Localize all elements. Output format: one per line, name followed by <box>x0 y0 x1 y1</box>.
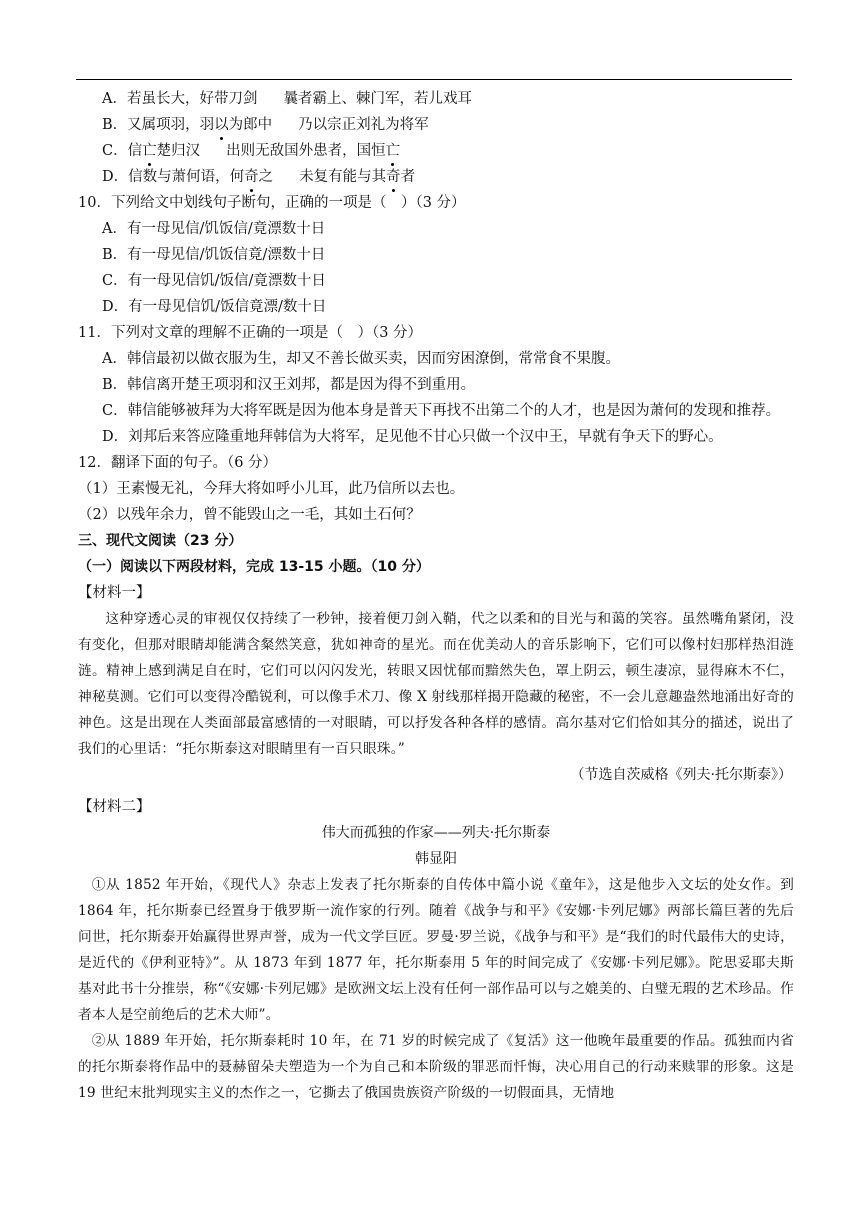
material1-text: 这种穿透心灵的审视仅仅持续了一秒钟，接着便刀剑入鞘，代之以柔和的目光与和蔼的笑容。虽然嘴角紧闭，没有变化，但那对眼睛却能满含粲然笑意，犹如神奇的星光。而在优美动人的音乐影响下，它们可以像村妇那样热泪涟涟。精神上感到满足自在时，它们可以闪闪发光，转眼又因忧郁而黯然失色，罩上阴云，顿生凄凉，显得麻木不仁，神秘莫测。它们可以变得冷酷锐利，可以像手术刀、像 X 射线那样揭开隐藏的秘密，不一会儿意趣盎然地涌出好奇的神色。这是出现在人类面部最富感情的一对眼睛，可以抒发各种各样的感情。高尔基对它们恰如其分的描述，说出了我们的心里话：“托尔斯泰这对眼睛里有一百只眼珠。” <box>78 611 794 757</box>
q12-stem: 12．翻译下面的句子。（6 分） <box>78 455 278 471</box>
q9-d-text: 之 <box>258 169 274 185</box>
material2-paragraph-1: ①从 1852 年开始，《现代人》杂志上发表了托尔斯泰的自传体中篇小说《童年》，这是他步入文坛的处女作。到 1864 年，托尔斯泰已经置身于俄罗斯一流作家的行列。随着《战争与和平》《安娜·卡列尼娜》两部长篇巨著的先后问世，托尔斯泰开始赢得世界声誉，成为一代文学巨匠。罗曼·罗兰说，《战争与和平》是“我们的时代最伟大的史诗，是近代的《伊利亚特》”。从 1873 年到 1877 年，托尔斯泰用 5 年的时间完成了《安娜·卡列尼娜》。陀思妥耶夫斯基对此书十分推崇，称“《安娜·卡列尼娜》是欧洲文坛上没有任何一部作品可以与之媲美的、白璧无瑕的艺术珍品。作者本人是空前绝后的艺术大师”。 <box>78 877 794 1023</box>
article-author: 韩显阳 <box>415 851 457 867</box>
q9-option-d <box>78 164 794 190</box>
emphasis-char: 奇 <box>244 164 259 190</box>
section-title: 三、现代文阅读（23 分） <box>78 533 243 549</box>
material2-label: 【材料二】 <box>78 799 151 815</box>
emphasis-char: 以 <box>214 112 229 138</box>
q9-d-text: D．信数与萧何语，何 <box>102 169 245 185</box>
q11-option-b: B．韩信离开楚王项羽和汉王刘邦，都是因为得不到重用。 <box>102 377 476 393</box>
article-title: 伟大而孤独的作家——列夫·托尔斯泰 <box>321 825 551 841</box>
q10-stem: 10．下列给文中划线句子断句，正确的一项是（ ）（3 分） <box>78 195 466 211</box>
q9-a-right: 曩者霸上、棘门军，若儿戏耳 <box>283 91 472 107</box>
q9-b-text: B．又属项羽，羽 <box>102 117 215 133</box>
q12-sentence-1: （1）王素慢无礼，今拜大将如呼小儿耳，此乃信所以去也。 <box>78 481 465 497</box>
header-rule <box>76 79 792 80</box>
emphasis-char: 亡 <box>142 138 157 164</box>
q10-option-d: D．有一母见信饥/饭信竟漂/数十日 <box>102 299 327 315</box>
q9-b-right: 乃以宗正刘礼为将军 <box>298 117 429 133</box>
q11-option-d: D．刘邦后来答应隆重地拜韩信为大将军，足见他不甘心只做一个汉中王，早就有争天下的野心。 <box>102 429 723 445</box>
q10-option-b: B．有一母见信/饥饭信竟/漂数十日 <box>102 247 326 263</box>
material1-source: （节选自茨威格《列夫·托尔斯泰》） <box>570 767 792 783</box>
q9-option-c <box>78 138 794 164</box>
emphasis-char: 奇 <box>386 164 401 190</box>
q9-c-text: C．信 <box>102 143 143 159</box>
q9-a-left: A．若虽长大，好带刀剑 <box>102 91 258 107</box>
q9-d-right: 未复有能与其 <box>299 169 387 185</box>
q9-c-text: 楚归汉 <box>156 143 201 159</box>
q11-option-c: C．韩信能够被拜为大将军既是因为他本身是普天下再找不出第二个的人才，也是因为萧何的发现和推荐。 <box>102 403 781 419</box>
material2-paragraph-2: ②从 1889 年开始，托尔斯泰耗时 10 年，在 71 岁的时候完成了《复活》这一他晚年最重要的作品。孤独而内省的托尔斯泰将作品中的聂赫留朵夫塑造为一个为自己和本阶级的罪恶而忏悔，决心用自己的行动来赎罪的形象。这是 19 世纪末批判现实主义的杰作之一，它撕去了俄国贵族资产阶级的一切假面具，无情地 <box>78 1033 794 1101</box>
q10-option-c: C．有一母见信饥/饭信/竟漂数十日 <box>102 273 326 289</box>
q9-d-right: 者 <box>400 169 416 185</box>
q9-option-b <box>78 112 794 138</box>
emphasis-char: 亡 <box>386 138 401 164</box>
q12-sentence-2: （2）以残年余力，曾不能毁山之一毛，其如土石何？ <box>78 507 421 523</box>
q9-b-text: 为郎中 <box>228 117 273 133</box>
q10-option-a: A．有一母见信/饥饭信/竟漂数十日 <box>102 221 326 237</box>
q9-c-right: 出则无敌国外患者，国恒 <box>226 143 386 159</box>
q11-stem: 11．下列对文章的理解不正确的一项是（ ）（3 分） <box>78 325 423 341</box>
q9-option-a <box>78 86 794 112</box>
subsection-title: （一）阅读以下两段材料，完成 13-15 小题。（10 分） <box>78 559 430 575</box>
material1-label: 【材料一】 <box>78 585 151 601</box>
exam-page <box>78 86 794 1106</box>
q11-option-a: A．韩信最初以做衣服为生，却又不善长做买卖，因而穷困潦倒，常常食不果腹。 <box>102 351 620 367</box>
